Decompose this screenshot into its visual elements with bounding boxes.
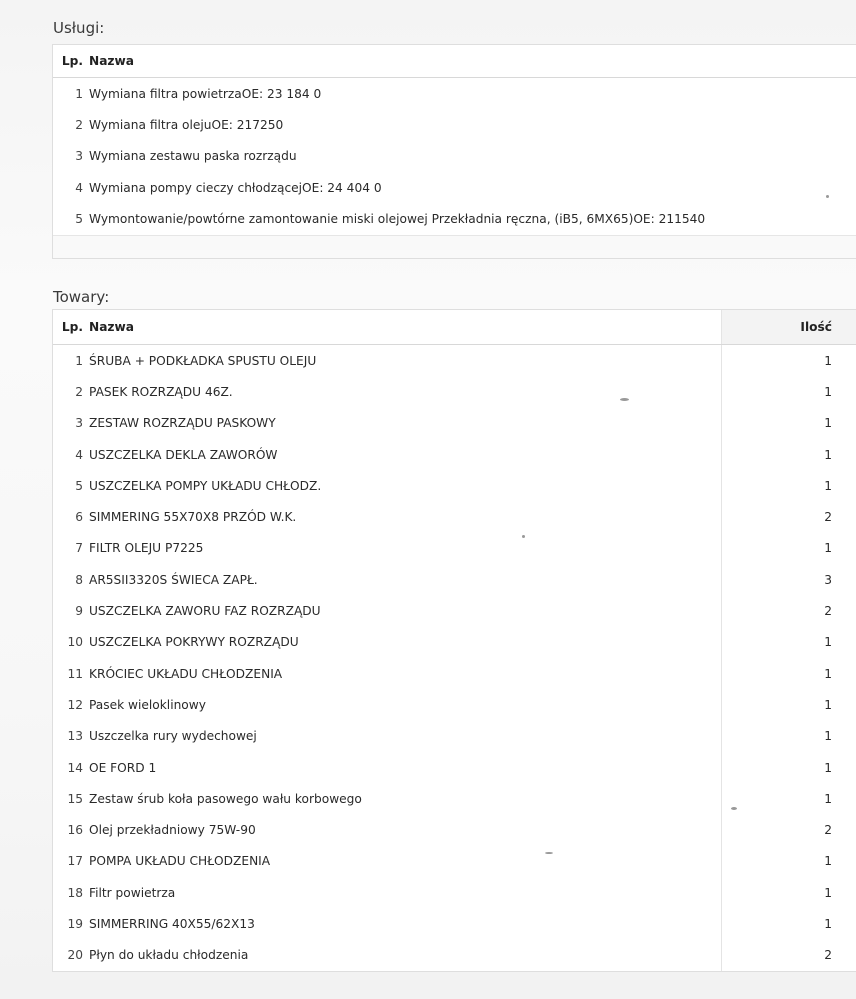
- table-row: [53, 689, 856, 720]
- row-quantity: 1: [722, 752, 856, 783]
- row-name: Wymiana pompy cieczy chłodzącejOE: 24 404 0: [89, 180, 382, 195]
- row-name: USZCZELKA DEKLA ZAWORÓW: [89, 447, 278, 462]
- table-row: [53, 439, 856, 470]
- row-number: 8: [75, 572, 83, 587]
- goods-header-qty: Ilość: [722, 310, 856, 345]
- services-table-header: [53, 45, 856, 78]
- services-header-lp: Lp.: [53, 45, 89, 78]
- row-quantity: 1: [722, 439, 856, 470]
- row-name: PASEK ROZRZĄDU 46Z.: [89, 384, 233, 399]
- row-number: 5: [75, 212, 83, 227]
- row-number: 9: [75, 604, 83, 619]
- row-name: Wymontowanie/powtórne zamontowanie miski olejowej Przekładnia ręczna, (iB5, 6MX65)OE: 211540: [89, 212, 706, 227]
- row-quantity: 1: [722, 470, 856, 501]
- goods-header-name: Nazwa: [89, 310, 722, 345]
- scan-speck: [620, 398, 629, 401]
- row-name: Pasek wieloklinowy: [89, 697, 206, 712]
- row-quantity: 2: [722, 814, 856, 845]
- table-row: [53, 814, 856, 845]
- scan-speck: [545, 852, 553, 854]
- row-number: 13: [67, 729, 83, 744]
- table-row: [53, 501, 856, 532]
- table-row: [53, 752, 856, 783]
- table-row: [53, 141, 856, 172]
- row-number: 10: [67, 635, 83, 650]
- row-number: 4: [75, 180, 83, 195]
- row-name: Olej przekładniowy 75W-90: [89, 823, 256, 838]
- table-row: [53, 204, 856, 235]
- row-number: 2: [75, 384, 83, 399]
- row-name: Wymiana filtra powietrzaOE: 23 184 0: [89, 86, 322, 101]
- row-name: ŚRUBA + PODKŁADKA SPUSTU OLEJU: [89, 353, 317, 368]
- row-quantity: 1: [722, 658, 856, 689]
- services-header-name: Nazwa: [89, 45, 856, 78]
- row-number: 14: [67, 760, 83, 775]
- row-name: ZESTAW ROZRZĄDU PASKOWY: [89, 416, 276, 431]
- table-row: [53, 533, 856, 564]
- row-number: 7: [75, 541, 83, 556]
- row-name: Filtr powietrza: [89, 885, 176, 900]
- row-name: Zestaw śrub koła pasowego wału korbowego: [89, 791, 362, 806]
- table-row: [53, 564, 856, 595]
- row-quantity: 2: [722, 940, 856, 971]
- row-number: 15: [67, 791, 83, 806]
- services-table-footer: [53, 235, 856, 258]
- row-quantity: 1: [722, 783, 856, 814]
- row-name: USZCZELKA POMPY UKŁADU CHŁODZ.: [89, 478, 322, 493]
- table-row: [53, 940, 856, 971]
- row-number: 20: [67, 948, 83, 963]
- row-number: 4: [75, 447, 83, 462]
- row-quantity: 1: [722, 345, 856, 377]
- row-number: 1: [75, 86, 83, 101]
- table-row: [53, 627, 856, 658]
- goods-table: [53, 310, 856, 971]
- scan-speck: [522, 535, 525, 538]
- table-row: [53, 721, 856, 752]
- row-name: Płyn do układu chłodzenia: [89, 948, 249, 963]
- row-name: FILTR OLEJU P7225: [89, 541, 204, 556]
- table-row: [53, 470, 856, 501]
- row-quantity: 1: [722, 908, 856, 939]
- goods-header-lp: Lp.: [53, 310, 89, 345]
- row-quantity: 1: [722, 376, 856, 407]
- table-row: [53, 408, 856, 439]
- row-number: 2: [75, 118, 83, 133]
- table-row: [53, 877, 856, 908]
- row-quantity: 1: [722, 533, 856, 564]
- row-name: KRÓCIEC UKŁADU CHŁODZENIA: [89, 666, 283, 681]
- table-row: [53, 908, 856, 939]
- row-name: POMPA UKŁADU CHŁODZENIA: [89, 854, 271, 869]
- row-number: 11: [67, 666, 83, 681]
- row-quantity: 1: [722, 877, 856, 908]
- row-number: 3: [75, 416, 83, 431]
- table-row: [53, 172, 856, 203]
- scan-speck: [826, 195, 829, 198]
- row-quantity: 2: [722, 595, 856, 626]
- table-row: [53, 78, 856, 110]
- row-name: SIMMERING 55X70X8 PRZÓD W.K.: [89, 510, 297, 525]
- table-row: [53, 109, 856, 140]
- row-quantity: 3: [722, 564, 856, 595]
- table-row: [53, 376, 856, 407]
- row-number: 18: [67, 885, 83, 900]
- services-section-title: Usługi:: [53, 19, 105, 37]
- row-number: 17: [67, 854, 83, 869]
- goods-table-header: [53, 310, 856, 345]
- row-number: 5: [75, 478, 83, 493]
- goods-section-title: Towary:: [53, 288, 110, 306]
- row-number: 12: [67, 697, 83, 712]
- row-quantity: 1: [722, 627, 856, 658]
- row-name: Wymiana filtra olejuOE: 217250: [89, 118, 284, 133]
- table-row: [53, 658, 856, 689]
- goods-table-card: [52, 309, 856, 972]
- row-name: Wymiana zestawu paska rozrządu: [89, 149, 297, 164]
- row-name: SIMMERRING 40X55/62X13: [89, 916, 255, 931]
- table-row: [53, 345, 856, 377]
- table-row: [53, 595, 856, 626]
- row-number: 1: [75, 353, 83, 368]
- row-quantity: 1: [722, 408, 856, 439]
- row-number: 16: [67, 823, 83, 838]
- services-table-card: [52, 44, 856, 259]
- row-name: USZCZELKA POKRYWY ROZRZĄDU: [89, 635, 299, 650]
- row-number: 19: [67, 916, 83, 931]
- row-quantity: 1: [722, 689, 856, 720]
- scan-speck: [731, 807, 737, 810]
- table-row: [53, 846, 856, 877]
- row-name: OE FORD 1: [89, 760, 157, 775]
- row-name: USZCZELKA ZAWORU FAZ ROZRZĄDU: [89, 604, 321, 619]
- services-table: [53, 45, 856, 235]
- row-name: Uszczelka rury wydechowej: [89, 729, 257, 744]
- row-quantity: 1: [722, 846, 856, 877]
- row-number: 3: [75, 149, 83, 164]
- row-name: AR5SII3320S ŚWIECA ZAPŁ.: [89, 572, 258, 587]
- row-quantity: 2: [722, 501, 856, 532]
- row-number: 6: [75, 510, 83, 525]
- row-quantity: 1: [722, 721, 856, 752]
